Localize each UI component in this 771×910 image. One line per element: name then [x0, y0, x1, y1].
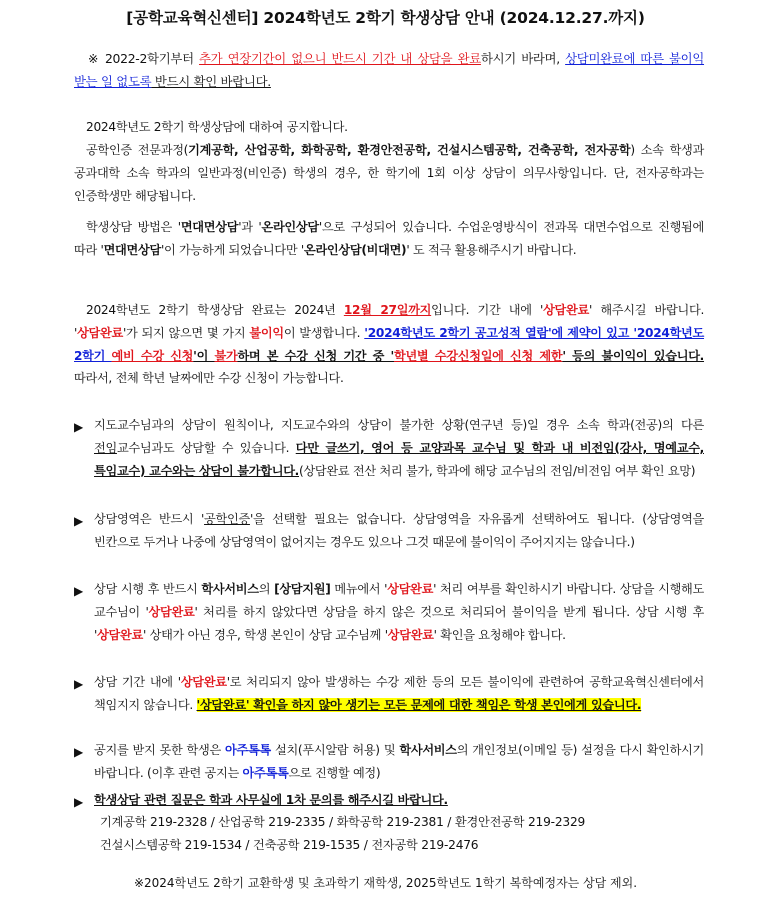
bullet-text: 교수님과도 상담할 수 있습니다.: [116, 440, 296, 455]
status-complete: 상담완료: [387, 627, 434, 642]
method-paragraph: [74, 216, 704, 262]
status-complete: 상담완료: [543, 303, 589, 317]
bullet-item-responsibility: [94, 671, 704, 717]
notice-warning: 추가 연장기간이 없으니 반드시 기간 내 상담을 완료: [199, 51, 481, 66]
deadline-text: '가 되지 않으면 몇 가지: [122, 325, 250, 340]
app-name: 아주톡톡: [225, 743, 271, 757]
notice-emphasis: 상담미완료에 따른 불이익 받는 일 없도록: [74, 51, 705, 89]
deadline-emphasis: ' 등의 불이익이 있습니다.: [562, 348, 705, 363]
bullet-icon: ▶: [74, 677, 84, 691]
bullet-emphasis: 다만 글쓰기, 영어 등 교양과목 교수님 및 학과 내 비전임(강사, 명예교수, 특임교수) 교수와는 상담이 불가합니다.: [94, 440, 704, 478]
deadline-emphasis: 에 제약이 있고 '2024학년도 2학기: [74, 325, 705, 363]
bullet-item-check: [94, 578, 704, 646]
footnote: ※2024학년도 2학기 교환학생 및 초과학기 재학생, 2025학년도 1학기 복학예정자는 상담 제외.: [133, 876, 638, 890]
bullet-icon: ▶: [74, 514, 84, 528]
bullet-emphasis: 전임: [94, 440, 117, 455]
method-emphasis: 면대면상담: [180, 220, 239, 234]
intro-text: 공학인증 전문과정(: [86, 143, 189, 157]
bullet-text: 으로 진행할 예정): [288, 765, 381, 780]
deadline-text: 따라서, 전체 학년 날짜에만 수강 신청이 가능합니다.: [74, 371, 344, 386]
bullet-text: ' 처리를 하지 않았다면 상담을 하지 않은 것으로 처리되어 불이익을 받게 됩니다. 상담 시행 후 ': [94, 604, 704, 642]
bullet-text: 상담 시행 후 반드시: [94, 582, 202, 596]
inquiry-text: 학생상담 관련 질문은 학과 사무실에 1차 문의를 해주시길 바랍니다.: [94, 793, 448, 807]
notice-text: ※ 2022-2학기부터: [88, 51, 200, 66]
bullet-icon: ▶: [74, 420, 84, 434]
method-emphasis: 면대면상담: [103, 242, 161, 257]
intro-departments: 기계공학, 산업공학, 화학공학, 환경안전공학, 건설시스템공학, 건축공학, 전자공학: [188, 143, 631, 157]
bullet-text: 상담 기간 내에 ': [94, 675, 181, 689]
academic-service-label: 학사서비스: [399, 743, 457, 757]
method-text: '과 ': [238, 220, 262, 234]
bullet-item-advisor: [94, 414, 704, 482]
notice-text: 반드시 확인 바랍니다.: [151, 73, 271, 89]
method-text: ' 도 적극 활용해주시기 바랍니다.: [406, 242, 577, 257]
bullet-text: (상담완료 전산 처리 불가, 학과에 해당 교수님의 전임/비전임 여부 확인 요망): [299, 463, 696, 478]
contact-line-2: 건설시스템공학 219-1534 / 건축공학 219-1535 / 전자공학 219-2476: [100, 838, 479, 852]
bullet-text: ' 확인을 요청해야 합니다.: [433, 627, 566, 642]
deadline-paragraph: [74, 299, 704, 390]
bullet-text: 의 개인정보(이메일 등) 설정을 다시 확인하시기 바랍니다. (이후 관련 공지는: [94, 743, 704, 780]
bullet-icon: ▶: [74, 584, 84, 598]
notice-paragraph: [74, 48, 704, 94]
intro-paragraph-2: [74, 139, 704, 207]
method-emphasis: 온라인상담: [261, 220, 319, 234]
deadline-emphasis: '이: [193, 348, 215, 363]
bullet-text: 지도교수님과의 상담이 원칙이나, 지도교수와의 상담이 불가한 상황(연구년 등)일 경우 소속 학과(전공)의 다른: [94, 418, 704, 432]
method-text: 학생상담 방법은 ': [86, 220, 181, 234]
method-text: '으로 구성되어 있습니다. 수업운영방식이 전과목 대면수업으로 진행됨에 따라 ': [74, 220, 704, 257]
bullet-icon: ▶: [74, 795, 84, 809]
status-complete: 상담완료: [387, 582, 434, 596]
bullet-text: 설치(푸시알람 허용) 및: [270, 743, 400, 757]
grade-view-restriction: '2024학년도 2학기 공고성적 열람': [364, 325, 552, 340]
bullet-text: 상담영역은 반드시 ': [94, 512, 205, 526]
status-complete: 상담완료: [180, 675, 227, 689]
deadline-text: 2024학년도 2학기 학생상담 완료는 2024년: [86, 303, 344, 317]
notice-text: 하시기 바라며,: [480, 51, 566, 66]
bullet-item-inquiry: [94, 789, 704, 812]
deadline-emphasis: 하며 본 수강 신청 기간 중 ': [237, 348, 394, 363]
bullet-emphasis: 공학인증: [204, 512, 250, 526]
bullet-text: ' 상태가 아닌 경우, 학생 본인이 상담 교수님께 ': [142, 627, 388, 642]
academic-service-label: 학사서비스: [201, 582, 259, 596]
bullet-text: 공지를 받지 못한 학생은: [94, 743, 226, 757]
impossible-label: 불가: [214, 348, 238, 363]
bullet-text: 메뉴에서 ': [330, 582, 388, 596]
intro-line: 2024학년도 2학기 학생상담에 대하여 공지합니다.: [86, 120, 348, 134]
deadline-text: ' 해주시길 바랍니다. ': [74, 303, 705, 340]
status-complete: 상담완료: [148, 604, 195, 619]
bullet-text: ' 처리 여부를 확인하시기 바랍니다. 상담을 시행해도 교수님이 ': [94, 582, 704, 619]
contact-line-1: 기계공학 219-2328 / 산업공학 219-2335 / 화학공학 219-2381 / 환경안전공학 219-2329: [100, 815, 586, 829]
intro-text: ) 소속 학생과 공과대학 소속 학과의 일반과정(비인증) 학생의 경우, 한 학기에 1회 이상 상담이 의무사항입니다. 단, 전자공학과는 인증학생만 해당됩니다.: [74, 143, 704, 203]
app-name: 아주톡톡: [242, 765, 289, 780]
method-emphasis: 온라인상담(비대면): [303, 242, 407, 257]
bullet-icon: ▶: [74, 745, 84, 759]
registration-restriction: 학년별 수강신청일에 신청 제한: [393, 348, 563, 363]
highlighted-warning: '상담완료' 확인을 하지 않아 생기는 모든 문제에 대한 책임은 학생 본인에게 있습니다.: [196, 697, 642, 712]
method-text: '이 가능하게 되었습니다만 ': [160, 242, 304, 257]
deadline-text: 입니다. 기간 내에 ': [431, 303, 544, 317]
bullet-text: 의: [258, 582, 275, 596]
bullet-item-area: [94, 508, 704, 554]
deadline-date: 12월 27일까지: [343, 303, 432, 317]
menu-label: [상담지원]: [274, 582, 331, 596]
status-complete: 상담완료: [77, 325, 123, 340]
page-title: [공학교육혁신센터] 2024학년도 2학기 학생상담 안내 (2024.12.27.까지): [126, 9, 645, 27]
bullet-text: '을 선택할 필요는 없습니다. 상담영역을 자유롭게 선택하여도 됩니다. (상담영역을 빈칸으로 두거나 나중에 상담영역이 없어지는 경우도 있으나 그것 때문에 불이익이 주어지지는 않습니다.): [94, 512, 705, 549]
pre-registration-label: 예비 수강 신청: [111, 348, 194, 363]
bullet-text: '로 처리되지 않아 발생하는 수강 제한 등의 모든 불이익에 관련하여 공학교육혁신센터에서 책임지지 않습니다.: [94, 675, 704, 712]
deadline-text: 이 발생합니다.: [283, 325, 365, 340]
status-complete: 상담완료: [97, 627, 143, 642]
disadvantage-label: 불이익: [249, 325, 284, 340]
intro-paragraph: [74, 116, 704, 139]
bullet-item-notification: [94, 739, 704, 785]
